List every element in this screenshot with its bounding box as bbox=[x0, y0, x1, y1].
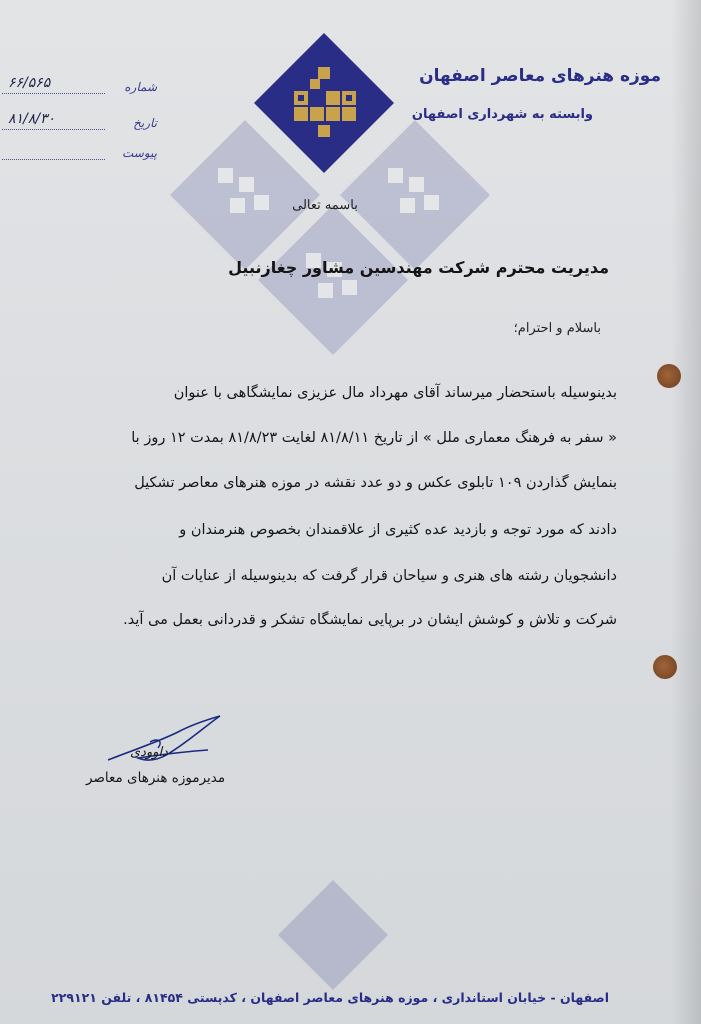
body-line: بنمایش گذاردن ۱۰۹ تابلوی عکس و دو عدد نقشه در موزه هنرهای معاصر تشکیل bbox=[134, 475, 617, 491]
letter-date-label: تاریخ bbox=[133, 116, 157, 130]
letter-number-label: شماره bbox=[124, 80, 157, 94]
body-line: « سفر به فرهنگ معماری ملل » از تاریخ ۸۱/۸/۱۱ لغایت ۸۱/۸/۲۳ بمدت ۱۲ روز با bbox=[131, 430, 617, 446]
signature-icon bbox=[98, 712, 228, 772]
letter-number-value: ۶۶/۵۶۵ bbox=[8, 75, 51, 91]
signer-name: داوودی bbox=[130, 745, 168, 760]
greeting: باسلام و احترام؛ bbox=[513, 321, 601, 336]
footer-address: اصفهان - خیابان استانداری ، موزه هنرهای معاصر اصفهان ، کدپستی ۸۱۴۵۴ ، تلفن ۲۲۹۱۲۱ bbox=[51, 990, 609, 1005]
letter-number-field bbox=[2, 75, 167, 98]
basmala: باسمه تعالی bbox=[292, 198, 358, 213]
letter-attachment-label: پیوست bbox=[122, 146, 157, 160]
museum-affiliation: وابسته به شهرداری اصفهان bbox=[411, 107, 593, 122]
dotted-line bbox=[2, 129, 105, 130]
recipient-line: مدیریت محترم شرکت مهندسین مشاور چغازنبیل bbox=[228, 258, 609, 277]
body-line: دانشجویان رشته های هنری و سیاحان قرار گرفت که بدینوسیله از عنایات آن bbox=[161, 568, 617, 584]
page-edge-shadow bbox=[671, 0, 701, 1024]
museum-calligraphy-logo-icon bbox=[254, 33, 394, 173]
dotted-line bbox=[2, 93, 105, 94]
museum-name: موزه هنرهای معاصر اصفهان bbox=[419, 66, 661, 86]
watermark-logo-icon bbox=[258, 205, 408, 355]
letter-attachment-field bbox=[2, 146, 167, 164]
punch-hole bbox=[653, 655, 677, 679]
body-line: دادند که مورد توجه و بازدید عده کثیری از علاقمندان بخصوص هنرمندان و bbox=[179, 522, 617, 538]
watermark-logo-icon bbox=[278, 880, 388, 990]
body-line: بدینوسیله باستحضار میرساند آقای مهرداد مال عزیزی نمایشگاهی با عنوان bbox=[173, 385, 617, 401]
punch-hole bbox=[657, 364, 681, 388]
letter-date-value: ۸۱/۸/۳۰ bbox=[8, 111, 56, 127]
dotted-line bbox=[2, 159, 105, 160]
letter-date-field bbox=[2, 111, 167, 134]
signer-title: مدیرموزه هنرهای معاصر bbox=[86, 770, 226, 786]
body-line: شرکت و تلاش و کوشش ایشان در برپایی نمایشگاه تشکر و قدردانی بعمل می آید. bbox=[123, 612, 617, 628]
